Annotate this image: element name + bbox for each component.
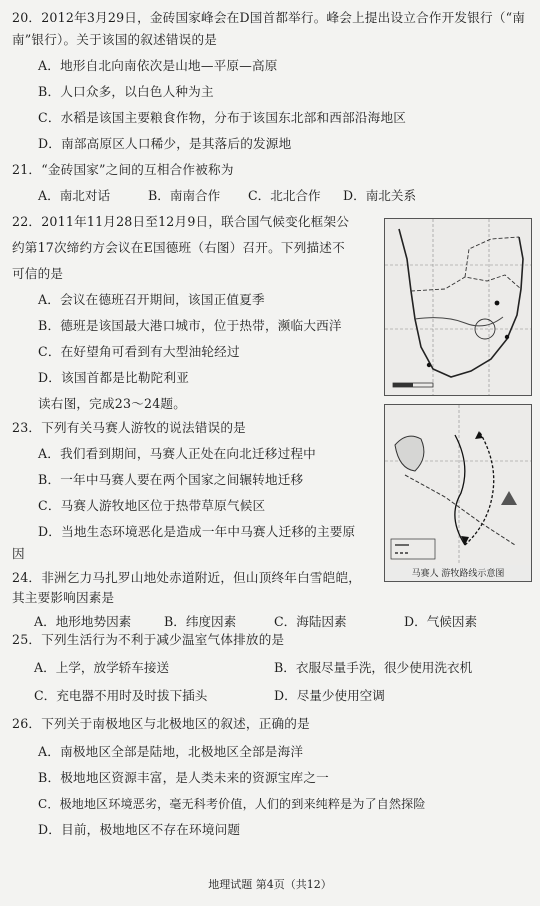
- q21-option-a: A．南北对话: [38, 188, 111, 203]
- q22-stem-line2: 约第17次缔约方会议在E国德班（右图）召开。下列描述不: [12, 240, 345, 255]
- q23-option-d-line1: D．当地生态环境恶化是造成一年中马赛人迁移的主要原: [38, 524, 356, 539]
- q24-option-a: A．地形地势因素: [34, 614, 132, 629]
- q25-option-b: B．衣服尽量手洗，很少使用洗衣机: [274, 660, 473, 675]
- q21-options: [38, 188, 528, 204]
- q22-option-d: D．该国首都是比勒陀利亚: [38, 370, 190, 385]
- q26-option-d: D．目前，极地地区不存在环境问题: [38, 822, 241, 837]
- q22-option-a: A．会议在德班召开期间，该国正值夏季: [38, 292, 265, 307]
- south-africa-map-drawing: [385, 219, 531, 395]
- q26-option-b: B．极地地区资源丰富，是人类未来的资源宝库之一: [38, 770, 329, 785]
- q22-stem-line1: 22．2011年11月28日至12月9日，联合国气候变化框架公: [12, 214, 350, 229]
- q23-option-d-line2: 因: [12, 546, 25, 561]
- q23-option-c: C．马赛人游牧地区位于热带草原气候区: [38, 498, 266, 513]
- q24-stem-line1: 24．非洲乞力马扎罗山地处赤道附近，但山顶终年白雪皑皑，: [12, 570, 362, 585]
- q25-options-row1: [34, 660, 524, 676]
- q21-option-b: B．南南合作: [148, 188, 221, 203]
- maasai-migration-map: [384, 404, 532, 582]
- instruction-text: 读右图，完成23～24题。: [38, 396, 186, 411]
- q21-stem: 21．“金砖国家”之间的互相合作被称为: [12, 162, 234, 177]
- q20-option-c: C．水稻是该国主要粮食作物，分布于该国东北部和西部沿海地区: [38, 110, 407, 125]
- q22-option-c: C．在好望角可看到有大型油轮经过: [38, 344, 240, 359]
- q23-option-a: A．我们看到期间，马赛人正处在向北迁移过程中: [38, 446, 316, 461]
- q20-option-a: A．地形自北向南依次是山地—平原—高原: [38, 58, 278, 73]
- q25-options-row2: [34, 688, 524, 704]
- q22-option-b: B．德班是该国最大港口城市，位于热带，濒临大西洋: [38, 318, 342, 333]
- q21-option-c: C．北北合作: [248, 188, 321, 203]
- q25-option-c: C．充电器不用时及时拔下插头: [34, 688, 208, 703]
- q24-stem-line2: 其主要影响因素是: [12, 590, 115, 605]
- page-footer: 地理试题 第4页（共12）: [208, 878, 332, 891]
- q23-option-b: B．一年中马赛人要在两个国家之间辗转地迁移: [38, 472, 304, 487]
- south-africa-map: [384, 218, 532, 396]
- q26-stem: 26．下列关于南极地区与北极地区的叙述，正确的是: [12, 716, 310, 731]
- q25-stem: 25．下列生活行为不利于减少温室气体排放的是: [12, 632, 285, 647]
- q20-stem-line1: 20．2012年3月29日，金砖国家峰会在D国首都举行。峰会上提出设立合作开发银行（“南: [12, 10, 526, 25]
- q25-option-a: A．上学，放学轿车接送: [34, 660, 170, 675]
- maasai-migration-map-drawing: [385, 405, 531, 565]
- q23-stem: 23．下列有关马赛人游牧的说法错误的是: [12, 420, 246, 435]
- q26-option-a: A．南极地区全部是陆地，北极地区全部是海洋: [38, 744, 304, 759]
- q20-option-b: B．人口众多，以白色人种为主: [38, 84, 214, 99]
- q20-option-d: D．南部高原区人口稀少，是其落后的发源地: [38, 136, 292, 151]
- maasai-map-caption: 马赛人 游牧路线示意图: [411, 569, 505, 579]
- q26-option-c: C．极地地区环境恶劣，毫无科考价值，人们的到来纯粹是为了自然探险: [38, 797, 426, 811]
- q24-option-d: D．气候因素: [404, 614, 478, 629]
- q24-options: [34, 614, 524, 630]
- q20-stem-line2: 南”银行）。关于该国的叙述错误的是: [12, 32, 218, 47]
- q22-stem-line3: 可信的是: [12, 266, 64, 281]
- q24-option-c: C．海陆因素: [274, 614, 347, 629]
- q24-option-b: B．纬度因素: [164, 614, 237, 629]
- q21-option-d: D．南北关系: [343, 188, 417, 203]
- q25-option-d: D．尽量少使用空调: [274, 688, 385, 703]
